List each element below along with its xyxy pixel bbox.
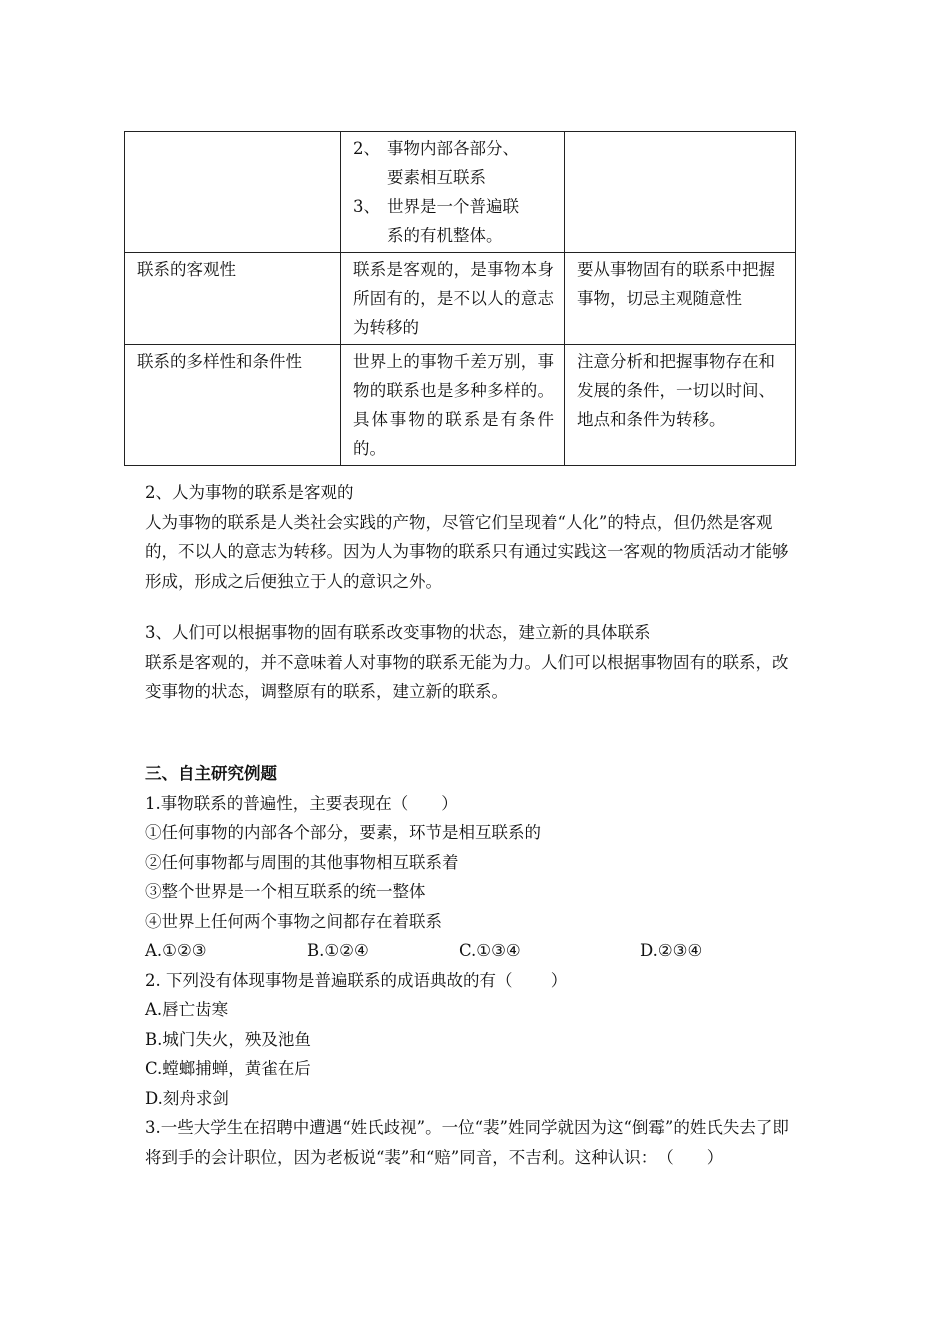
examples-section xyxy=(145,759,795,1172)
option-b: B.城门失火，殃及池鱼 xyxy=(145,1029,311,1049)
question-1-stem: 1.事物联系的普遍性，主要表现在（ ） xyxy=(145,793,458,813)
table-row xyxy=(125,132,796,253)
item-text-continued: 要素相互联系 xyxy=(387,168,486,187)
question-2-stem: 2. 下列没有体现事物是普遍联系的成语典故的有（ ） xyxy=(145,970,568,990)
numbered-item xyxy=(353,134,554,163)
section-title: 2、人为事物的联系是客观的 xyxy=(145,483,354,502)
table-cell-method: 注意分析和把握事物存在和发展的条件，一切以时间、地点和条件为转移。 xyxy=(565,345,796,466)
table-cell-content xyxy=(341,132,565,253)
table-cell-method: 要从事物固有的联系中把握事物，切忌主观随意性 xyxy=(565,253,796,345)
table-cell-aspect: 联系的客观性 xyxy=(125,253,341,345)
connection-summary-table xyxy=(124,131,796,466)
item-number: 2、 xyxy=(353,139,380,158)
option-d: D.刻舟求剑 xyxy=(145,1088,229,1108)
question-3-stem: 3.一些大学生在招聘中遭遇“姓氏歧视”。一位“裴”姓同学就因为这“倒霉”的姓氏失去了即将到手的会计职位，因为老板说“裴”和“赔”同音，不吉利。这种认识： （ ） xyxy=(145,1118,789,1167)
item-number: 3、 xyxy=(353,197,380,216)
item-text: 事物内部各部分、 xyxy=(387,139,519,158)
option-b: B.①②④ xyxy=(307,941,369,960)
option-a: A.①②③ xyxy=(145,941,207,960)
question-1-statement: ①任何事物的内部各个部分，要素，环节是相互联系的 xyxy=(145,823,541,842)
section-body: 联系是客观的，并不意味着人对事物的联系无能为力。人们可以根据事物固有的联系，改变事物的状态，调整原有的联系，建立新的联系。 xyxy=(145,652,789,701)
question-1-statement: ④世界上任何两个事物之间都存在着联系 xyxy=(145,911,442,931)
table-cell-content: 联系是客观的，是事物本身所固有的，是不以人的意志为转移的 xyxy=(341,253,565,345)
table-cell-content: 世界上的事物千差万别，事物的联系也是多种多样的。具体事物的联系是有条件的。 xyxy=(341,345,565,466)
question-1-statement: ③整个世界是一个相互联系的统一整体 xyxy=(145,882,426,901)
numbered-item xyxy=(353,192,554,221)
section-body: 人为事物的联系是人类社会实践的产物，尽管它们呈现着“人化”的特点，但仍然是客观的，不以人的意志为转移。因为人为事物的联系只有通过实践这一客观的物质活动才能够形成，形成之后便独立于人的意识之外。 xyxy=(145,512,789,591)
option-c: C.①③④ xyxy=(459,941,521,960)
table-cell-method xyxy=(565,132,796,253)
table-cell-aspect xyxy=(125,132,341,253)
question-1-options xyxy=(145,936,795,966)
section-title: 3、人们可以根据事物的固有联系改变事物的状态，建立新的具体联系 xyxy=(145,623,651,642)
section-change-connections xyxy=(145,618,795,707)
item-text-continued: 系的有机整体。 xyxy=(387,226,503,245)
option-c: C.螳螂捕蝉，黄雀在后 xyxy=(145,1059,311,1078)
examples-heading: 三、自主研究例题 xyxy=(145,764,277,783)
option-d: D.②③④ xyxy=(640,941,703,960)
section-human-connections xyxy=(145,478,795,596)
item-text: 世界是一个普遍联 xyxy=(387,197,519,216)
table-cell-aspect: 联系的多样性和条件性 xyxy=(125,345,341,466)
option-a: A.唇亡齿寒 xyxy=(145,1000,229,1019)
question-1-statement: ②任何事物都与周围的其他事物相互联系着 xyxy=(145,852,459,872)
table-row xyxy=(125,345,796,466)
table-row xyxy=(125,253,796,345)
